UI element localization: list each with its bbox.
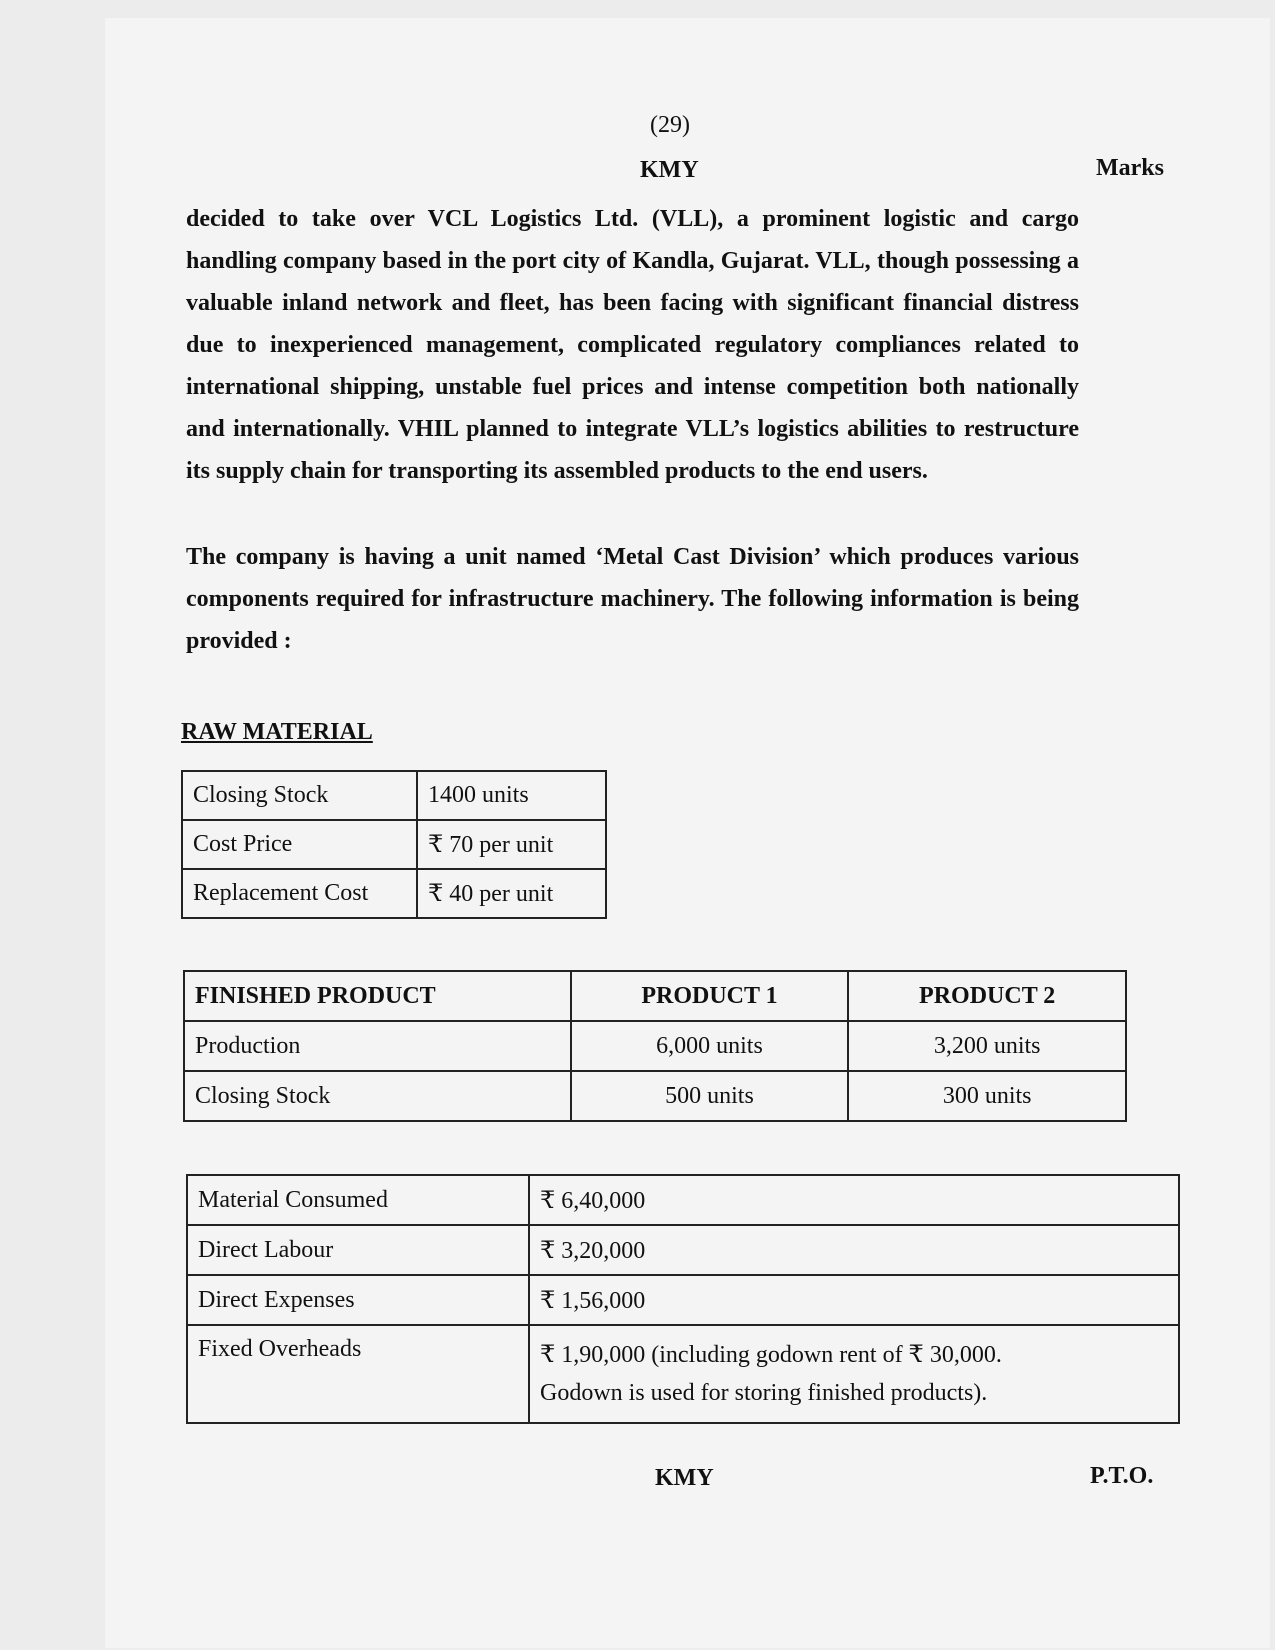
table-row (184, 1071, 1126, 1121)
raw-material-heading: RAW MATERIAL (181, 719, 373, 745)
row-label: Material Consumed (187, 1175, 529, 1225)
table-row (187, 1225, 1179, 1275)
table-header-row (184, 971, 1126, 1021)
marks-column-label: Marks (1096, 155, 1164, 181)
row-value: ₹ 40 per unit (417, 869, 606, 918)
row-label: Cost Price (182, 820, 417, 869)
row-label: Direct Labour (187, 1225, 529, 1275)
table-row (182, 820, 606, 869)
product-1-value: 500 units (571, 1071, 849, 1121)
fixed-overheads-line-2: Godown is used for storing finished products). (540, 1380, 988, 1406)
cost-table (186, 1174, 1180, 1424)
column-header: FINISHED PRODUCT (184, 971, 571, 1021)
row-label: Closing Stock (182, 771, 417, 820)
finished-product-table (183, 970, 1127, 1122)
page-number: (29) (650, 112, 690, 138)
row-label: Replacement Cost (182, 869, 417, 918)
case-paragraph-1: decided to take over VCL Logistics Ltd. (VLL), a prominent logistic and cargo handling company based in the port city of Kandla, Gujarat. VLL, though possessing a valuable inland network and fleet, has been facing with significant financial distress due to inexperienced management, complicated regulatory compliances related to international shipping, unstable fuel prices and intense competition both nationally and internationally. VHIL planned to integrate VLL’s logistics abilities to restructure its supply chain for transporting its assembled products to the end users. (186, 206, 1079, 484)
row-value: 1400 units (417, 771, 606, 820)
table-row (187, 1275, 1179, 1325)
row-value: ₹ 6,40,000 (529, 1175, 1179, 1225)
row-value: ₹ 3,20,000 (529, 1225, 1179, 1275)
column-header: PRODUCT 2 (848, 971, 1126, 1021)
row-label: Closing Stock (184, 1071, 571, 1121)
row-label: Production (184, 1021, 571, 1071)
product-2-value: 3,200 units (848, 1021, 1126, 1071)
footer-paper-code: KMY (655, 1465, 714, 1491)
table-row (184, 1021, 1126, 1071)
row-value (529, 1325, 1179, 1423)
case-paragraph-2: The company is having a unit named ‘Metal Cast Division’ which produces various components required for infrastructure machinery. The following information is being provided : (186, 544, 1079, 654)
pto-label: P.T.O. (1090, 1463, 1154, 1489)
column-header: PRODUCT 1 (571, 971, 849, 1021)
row-label: Fixed Overheads (187, 1325, 529, 1423)
header-paper-code: KMY (640, 157, 699, 183)
row-value: ₹ 70 per unit (417, 820, 606, 869)
table-row (182, 771, 606, 820)
table-row (182, 869, 606, 918)
table-row (187, 1175, 1179, 1225)
product-2-value: 300 units (848, 1071, 1126, 1121)
row-label: Direct Expenses (187, 1275, 529, 1325)
raw-material-table (181, 770, 607, 919)
product-1-value: 6,000 units (571, 1021, 849, 1071)
table-row (187, 1325, 1179, 1423)
fixed-overheads-line-1: ₹ 1,90,000 (including godown rent of ₹ 30,000. (540, 1342, 1002, 1368)
row-value: ₹ 1,56,000 (529, 1275, 1179, 1325)
